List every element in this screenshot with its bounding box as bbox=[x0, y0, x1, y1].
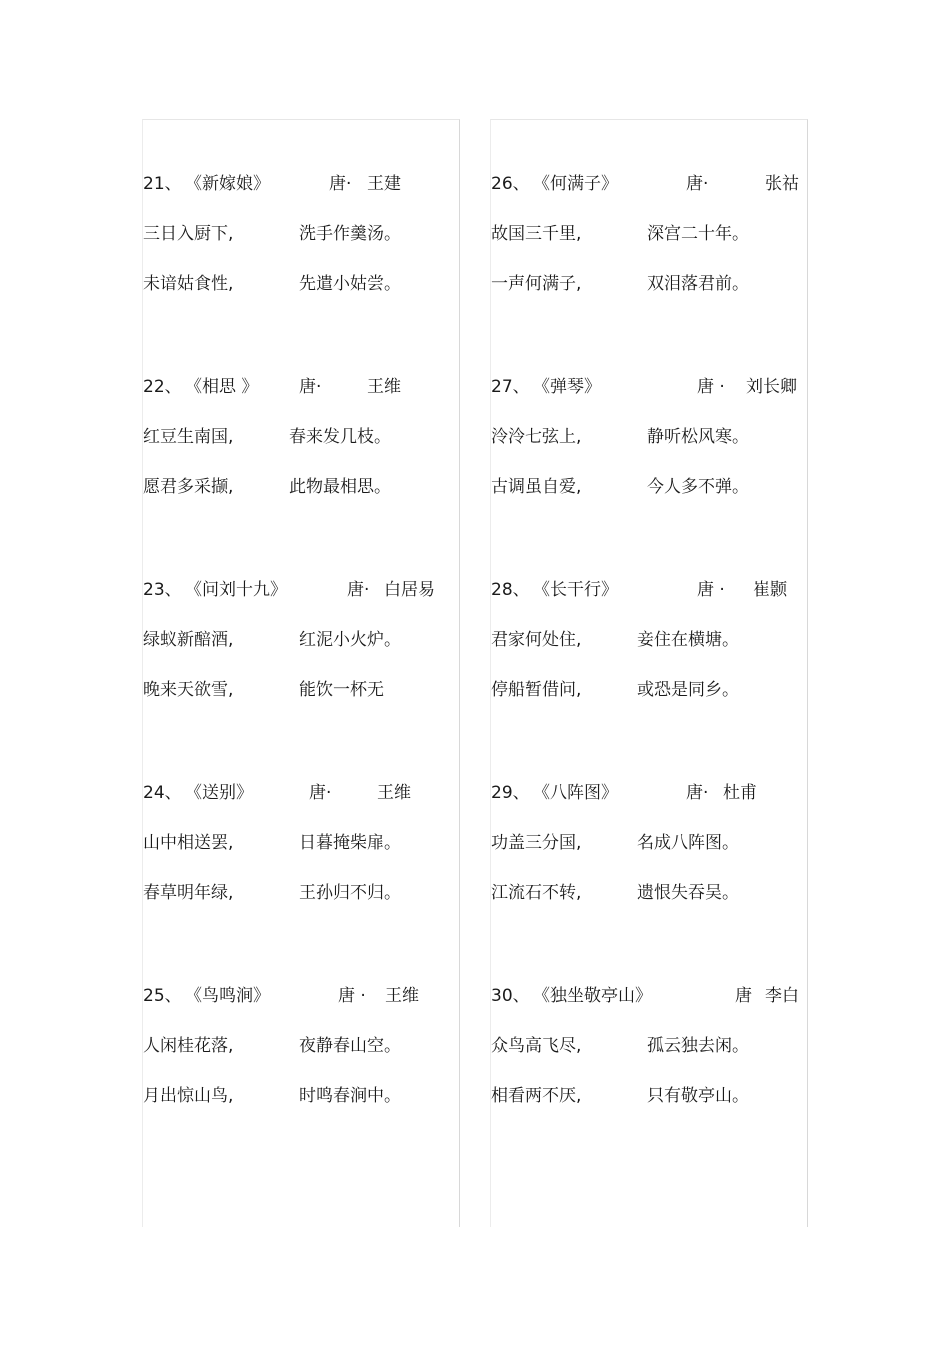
verse-first-half: 人闲桂花落, bbox=[143, 1036, 234, 1056]
poem-author: 李白 bbox=[765, 986, 799, 1006]
poem-title: 《八阵图》 bbox=[533, 783, 618, 803]
verse-first-half: 相看两不厌, bbox=[491, 1086, 582, 1106]
verse-first-half: 泠泠七弦上, bbox=[491, 427, 582, 447]
verse-first-half: 三日入厨下, bbox=[143, 224, 234, 244]
verse-first-half: 月出惊山鸟, bbox=[143, 1086, 234, 1106]
poem-number: 30、 bbox=[491, 986, 530, 1006]
poem-dynasty: 唐 · bbox=[338, 986, 366, 1006]
poem-number: 24、 bbox=[143, 783, 182, 803]
verse-first-half: 江流石不转, bbox=[491, 883, 582, 903]
poem-author: 王维 bbox=[377, 783, 411, 803]
verse-first-half: 未谙姑食性, bbox=[143, 274, 234, 294]
poem-dynasty: 唐· bbox=[686, 783, 709, 803]
verse-first-half: 君家何处住, bbox=[491, 630, 582, 650]
verse-first-half: 山中相送罢, bbox=[143, 833, 234, 853]
poem-number: 29、 bbox=[491, 783, 530, 803]
poem-author: 刘长卿 bbox=[746, 377, 797, 397]
poem-author: 王维 bbox=[367, 377, 401, 397]
poem-dynasty: 唐· bbox=[329, 174, 352, 194]
poem-title: 《长干行》 bbox=[533, 580, 618, 600]
poem-dynasty: 唐· bbox=[309, 783, 332, 803]
verse-second-half: 能饮一杯无 bbox=[299, 680, 384, 700]
poem-title: 《独坐敬亭山》 bbox=[533, 986, 652, 1006]
verse-first-half: 绿蚁新醅酒, bbox=[143, 630, 234, 650]
verse-second-half: 双泪落君前。 bbox=[647, 274, 749, 294]
verse-first-half: 春草明年绿, bbox=[143, 883, 234, 903]
verse-second-half: 只有敬亭山。 bbox=[647, 1086, 749, 1106]
verse-first-half: 晚来天欲雪, bbox=[143, 680, 234, 700]
verse-second-half: 今人多不弹。 bbox=[647, 477, 749, 497]
poem-title: 《相思 》 bbox=[185, 377, 259, 397]
poem-title: 《送别》 bbox=[185, 783, 253, 803]
poem-number: 23、 bbox=[143, 580, 182, 600]
verse-first-half: 故国三千里, bbox=[491, 224, 582, 244]
poem-column-left bbox=[142, 119, 460, 1227]
verse-second-half: 遗恨失吞吴。 bbox=[637, 883, 739, 903]
verse-first-half: 红豆生南国, bbox=[143, 427, 234, 447]
poem-number: 28、 bbox=[491, 580, 530, 600]
verse-second-half: 日暮掩柴扉。 bbox=[299, 833, 401, 853]
poem-number: 21、 bbox=[143, 174, 182, 194]
poem-author: 白居易 bbox=[384, 580, 435, 600]
poem-dynasty: 唐 · bbox=[697, 377, 725, 397]
verse-second-half: 先遣小姑尝。 bbox=[299, 274, 401, 294]
verse-first-half: 一声何满子, bbox=[491, 274, 582, 294]
verse-first-half: 功盖三分国, bbox=[491, 833, 582, 853]
verse-second-half: 孤云独去闲。 bbox=[647, 1036, 749, 1056]
poem-title: 《弹琴》 bbox=[533, 377, 601, 397]
poem-author: 张祜 bbox=[765, 174, 799, 194]
poem-column-right bbox=[490, 119, 808, 1227]
poem-number: 26、 bbox=[491, 174, 530, 194]
poem-dynasty: 唐 · bbox=[697, 580, 725, 600]
poem-dynasty: 唐· bbox=[299, 377, 322, 397]
poem-author: 崔颢 bbox=[753, 580, 787, 600]
verse-first-half: 古调虽自爱, bbox=[491, 477, 582, 497]
poem-title: 《问刘十九》 bbox=[185, 580, 287, 600]
verse-second-half: 王孙归不归。 bbox=[299, 883, 401, 903]
verse-second-half: 此物最相思。 bbox=[289, 477, 391, 497]
poem-title: 《何满子》 bbox=[533, 174, 618, 194]
verse-second-half: 洗手作羹汤。 bbox=[299, 224, 401, 244]
verse-second-half: 夜静春山空。 bbox=[299, 1036, 401, 1056]
poem-number: 27、 bbox=[491, 377, 530, 397]
verse-second-half: 或恐是同乡。 bbox=[637, 680, 739, 700]
verse-second-half: 名成八阵图。 bbox=[637, 833, 739, 853]
poem-author: 王维 bbox=[385, 986, 419, 1006]
verse-second-half: 时鸣春涧中。 bbox=[299, 1086, 401, 1106]
poem-title: 《新嫁娘》 bbox=[185, 174, 270, 194]
verse-first-half: 愿君多采撷, bbox=[143, 477, 234, 497]
verse-first-half: 停船暂借问, bbox=[491, 680, 582, 700]
verse-second-half: 深宫二十年。 bbox=[647, 224, 749, 244]
poem-dynasty: 唐 bbox=[735, 986, 752, 1006]
verse-first-half: 众鸟高飞尽, bbox=[491, 1036, 582, 1056]
verse-second-half: 春来发几枝。 bbox=[289, 427, 391, 447]
poem-dynasty: 唐· bbox=[347, 580, 370, 600]
poem-title: 《鸟鸣涧》 bbox=[185, 986, 270, 1006]
poem-number: 25、 bbox=[143, 986, 182, 1006]
poem-author: 杜甫 bbox=[723, 783, 757, 803]
poem-author: 王建 bbox=[367, 174, 401, 194]
verse-second-half: 静听松风寒。 bbox=[647, 427, 749, 447]
poem-dynasty: 唐· bbox=[686, 174, 709, 194]
verse-second-half: 红泥小火炉。 bbox=[299, 630, 401, 650]
poem-number: 22、 bbox=[143, 377, 182, 397]
verse-second-half: 妾住在横塘。 bbox=[637, 630, 739, 650]
